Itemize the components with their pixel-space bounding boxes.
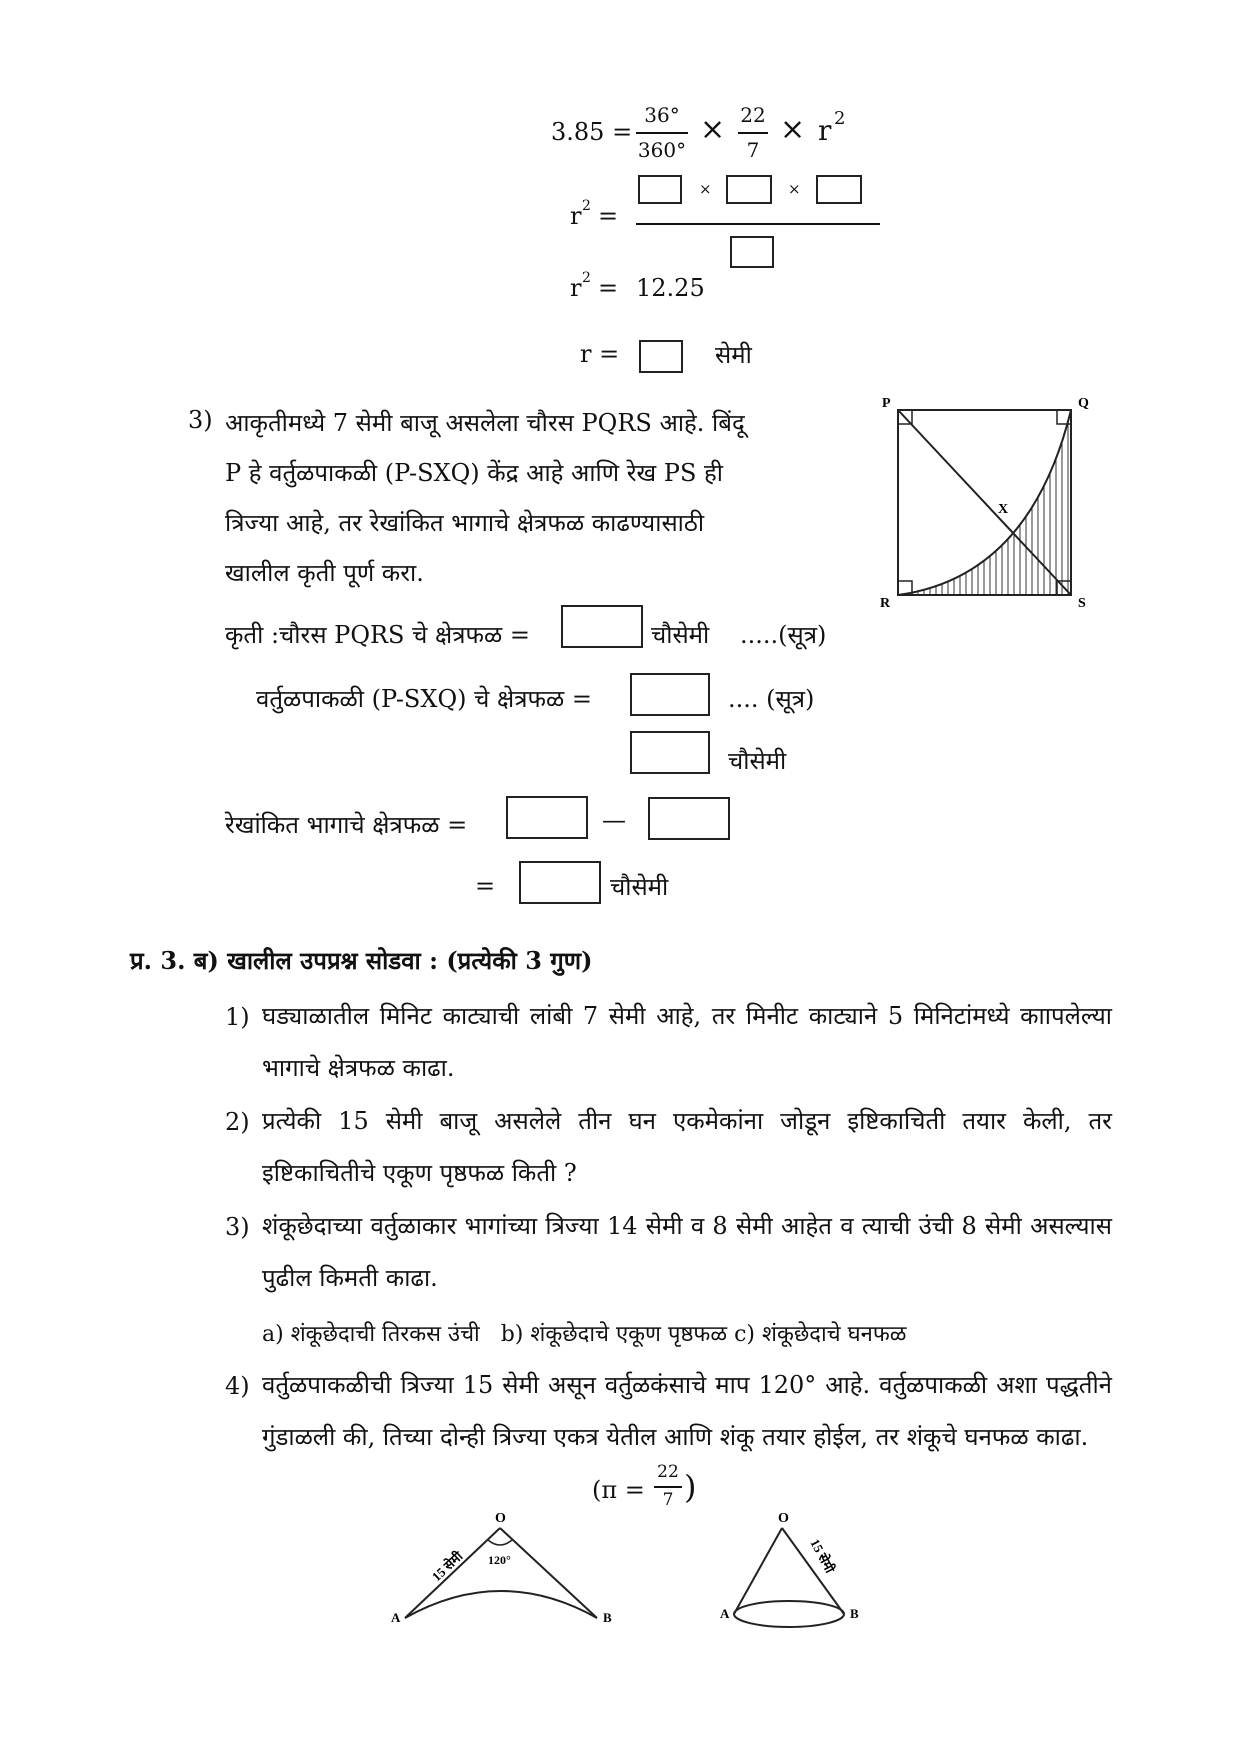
pi-close: ): [684, 1468, 697, 1506]
answer-box[interactable]: [519, 861, 601, 904]
answer-box[interactable]: [639, 340, 683, 373]
question-line: P हे वर्तुळपाकळी (P-SXQ) केंद्र आहे आणि रेख PS ही: [225, 459, 723, 487]
eq1-frac1-num: 36°: [644, 103, 680, 127]
answer-box[interactable]: [506, 796, 588, 839]
question-1-text: घड्याळातील मिनिट काट्याची लांबी 7 सेमी आहे, तर मिनीट काट्याने 5 मिनिटांमध्ये काापलेल्या भागाचे क्षेत्रफळ काढा.: [262, 1002, 1112, 1082]
fraction-bar: [654, 1486, 682, 1488]
angle-label: 120°: [488, 1553, 511, 1567]
point-o-label: O: [778, 1511, 789, 1526]
equals-sign: =: [475, 872, 496, 900]
answer-box[interactable]: [726, 175, 772, 204]
answer-box[interactable]: [816, 175, 862, 204]
point-o-label: O: [495, 1511, 506, 1526]
equals-sign: =: [598, 274, 619, 302]
question-number: 3): [225, 1213, 250, 1241]
pi-lhs: (π =: [592, 1476, 645, 1504]
r-squared-value: 12.25: [636, 274, 705, 302]
sector-area-box[interactable]: [630, 731, 710, 774]
pi-num: 22: [657, 1462, 679, 1482]
r-symbol: r: [570, 274, 582, 302]
times-sign: ×: [699, 180, 712, 198]
minus-sign: —: [602, 806, 626, 834]
eq1-frac2-den: 7: [746, 138, 760, 162]
unit-label: चौसेमी: [610, 873, 669, 901]
exponent: 2: [582, 198, 591, 214]
question-4-text: वर्तुळपाकळीची त्रिज्या 15 सेमी असून वर्तुळकंसाचे माप 120° आहे. वर्तुळपाकळी अशा पद्धतीने गुंडाळली की, तिच्या दोन्ही त्रिज्या एकत्र येतील आणि शंकू तयार होईल, तर शंकूचे घनफळ काढा.: [262, 1371, 1112, 1451]
point-b-label: B: [603, 1610, 612, 1625]
sector-figure: [385, 1500, 645, 1630]
r-symbol: r: [818, 114, 832, 147]
cone-figure: [710, 1500, 880, 1630]
point-a-label: A: [720, 1606, 730, 1621]
point-a-label: A: [391, 1610, 401, 1625]
activity-label: कृती :चौरस PQRS चे क्षेत्रफळ =: [225, 621, 530, 649]
vertex-q-label: Q: [1078, 396, 1089, 411]
radius-label: 15 सेमी: [807, 1536, 838, 1576]
question-line: आकृतीमध्ये 7 सेमी बाजू असलेला चौरस PQRS आहे. बिंदू: [225, 409, 745, 437]
question-3-subparts: a) शंकूछेदाची तिरकस उंची b) शंकूछेदाचे एकूण पृष्ठफळ c) शंकूछेदाचे घनफळ: [262, 1322, 907, 1347]
unit-label: सेमी: [715, 341, 752, 369]
exponent: 2: [834, 108, 846, 129]
question-3-text: शंकूछेदाच्या वर्तुळाकार भागांच्या त्रिज्या 14 सेमी व 8 सेमी आहेत व त्याची उंची 8 सेमी असल्यास पुढील किमती काढा.: [262, 1212, 1112, 1292]
shaded-area-label: रेखांकित भागाचे क्षेत्रफळ =: [225, 811, 468, 839]
vertex-r-label: R: [880, 596, 891, 611]
fraction-bar: [738, 132, 768, 134]
question-number: 4): [225, 1372, 250, 1400]
answer-box[interactable]: [638, 175, 682, 204]
question-number: 1): [225, 1003, 250, 1031]
point-b-label: B: [850, 1606, 859, 1621]
question-number: 2): [225, 1108, 250, 1136]
answer-box[interactable]: [648, 797, 730, 840]
formula-tag: .... (सूत्र): [728, 685, 815, 713]
eq1-frac1-den: 360°: [637, 138, 687, 162]
fraction-bar: [636, 223, 880, 225]
section-heading: प्र. 3. ब) खालील उपप्रश्न सोडवा : (प्रत्येकी 3 गुण): [130, 946, 593, 975]
unit-label: चौसेमी: [728, 747, 787, 775]
eq1-frac2-num: 22: [740, 103, 766, 127]
formula-tag: .....(सूत्र): [740, 621, 827, 649]
vertex-p-label: P: [882, 396, 891, 411]
point-x-label: X: [998, 502, 1009, 517]
eq4-lhs: r =: [580, 340, 620, 368]
sector-formula-box[interactable]: [630, 673, 710, 716]
question-2-text: प्रत्येकी 15 सेमी बाजू असलेले तीन घन एकमेकांना जोडून इष्टिकाचिती तयार केली, तर इष्टिकाचितीचे एकूण पृष्ठफळ किती ?: [262, 1107, 1112, 1187]
square-pqrs-figure: [870, 395, 1100, 615]
vertex-s-label: S: [1078, 596, 1086, 611]
exponent: 2: [582, 270, 591, 286]
pi-den: 7: [662, 1490, 674, 1510]
square-area-box[interactable]: [561, 605, 643, 648]
unit-label: चौसेमी: [651, 621, 710, 649]
times-sign: ×: [780, 112, 806, 147]
radius-label: 15 सेमी: [428, 1548, 466, 1585]
sector-label: वर्तुळपाकळी (P-SXQ) चे क्षेत्रफळ =: [256, 685, 592, 713]
question-number: 3): [188, 406, 213, 434]
question-line: त्रिज्या आहे, तर रेखांकित भागाचे क्षेत्रफळ काढण्यासाठी: [225, 509, 705, 537]
times-sign: ×: [700, 112, 726, 147]
question-line: खालील कृती पूर्ण करा.: [225, 559, 424, 587]
fraction-bar: [636, 132, 688, 134]
equals-sign: =: [598, 202, 619, 230]
r-symbol: r: [570, 202, 582, 230]
answer-box[interactable]: [730, 236, 774, 268]
times-sign: ×: [788, 180, 801, 198]
eq1-lhs: 3.85 =: [551, 118, 633, 146]
